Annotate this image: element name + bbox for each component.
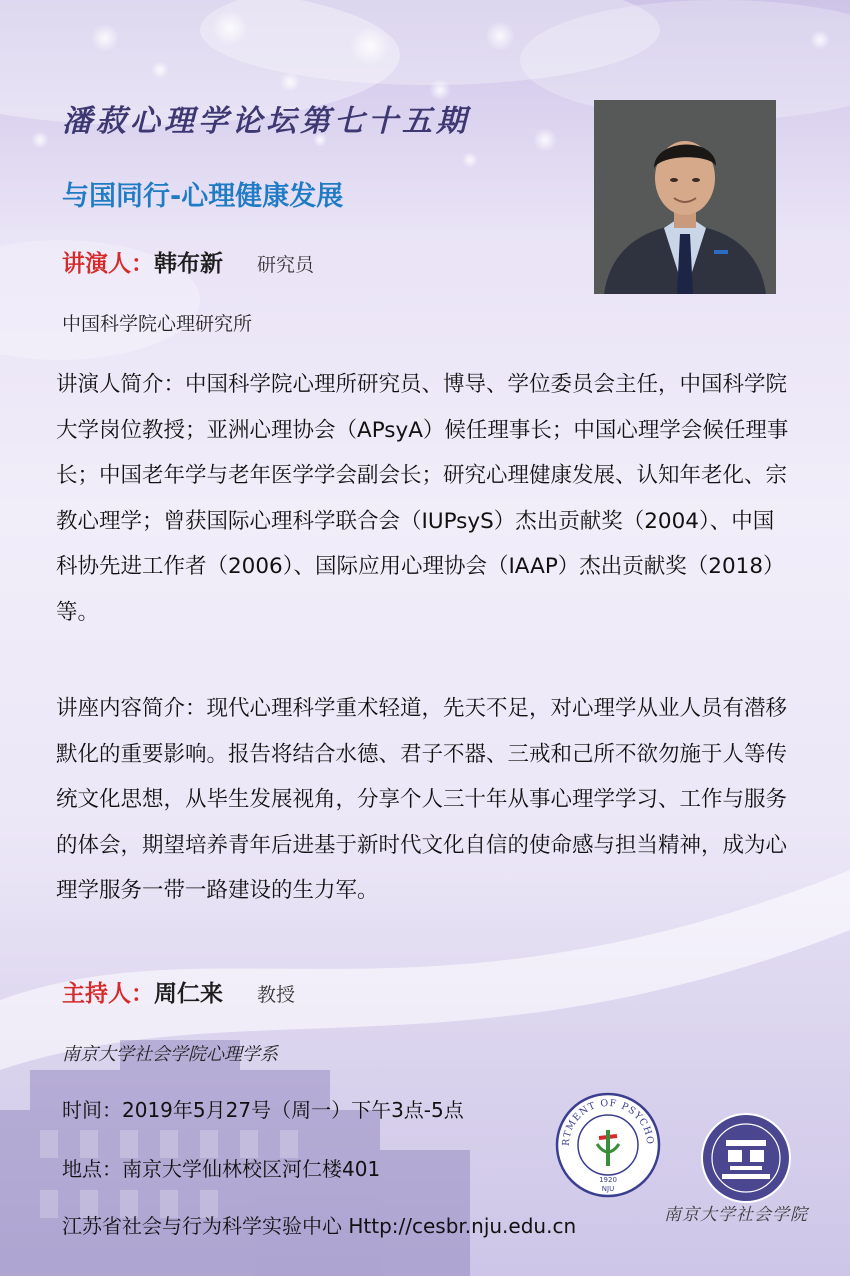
organizer-website: 江苏省社会与行为科学实验中心 Http://cesbr.nju.edu.cn (62, 1214, 577, 1238)
host-label: 主持人： (62, 981, 154, 1007)
psychology-ring-text: RTMENT OF PSYCHO (560, 1097, 656, 1147)
host-affiliation: 南京大学社会学院心理学系 (62, 1044, 278, 1065)
psychology-department-logo (555, 1092, 661, 1198)
speaker-line (62, 245, 314, 278)
psychology-year: 1920 (599, 1176, 617, 1184)
speaker-name: 韩布新 (154, 251, 223, 277)
school-of-social-sciences-logo (700, 1112, 792, 1204)
host-name: 周仁来 (154, 981, 223, 1007)
series-title: 潘菽心理学论坛第七十五期 (62, 104, 470, 139)
speaker-title: 研究员 (257, 254, 315, 276)
speaker-bio: 讲演人简介：中国科学院心理所研究员、博导、学位委员会主任，中国科学院大学岗位教授；亚洲心理协会（APsyA）候任理事长；中国心理学会候任理事长；中国老年学与老年医学学会副会长；研究心理健康发展、认知年老化、宗教心理学；曾获国际心理科学联合会（IUPsyS）杰出贡献奖（2004）、中国科协先进工作者（2006）、国际应用心理协会（IAAP）杰出贡献奖（2018）等。 (56, 372, 789, 625)
speaker-affiliation: 中国科学院心理研究所 (62, 313, 253, 335)
host-title: 教授 (257, 984, 296, 1006)
event-time: 时间：2019年5月27号（周一）下午3点-5点 (62, 1098, 464, 1122)
host-line (62, 975, 295, 1008)
speaker-label: 讲演人： (62, 251, 154, 277)
event-place: 地点：南京大学仙林校区河仁楼401 (62, 1157, 381, 1181)
speaker-photo (594, 100, 776, 294)
school-name: 南京大学社会学院 (664, 1205, 808, 1225)
psychology-abbr: NJU (601, 1185, 615, 1193)
lecture-summary: 讲座内容简介：现代心理科学重术轻道，先天不足，对心理学从业人员有潜移默化的重要影响。报告将结合水德、君子不器、三戒和己所不欲勿施于人等传统文化思想，从毕生发展视角，分享个人三十年从事心理学学习、工作与服务的体会，期望培养青年后进基于新时代文化自信的使命感与担当精神，成为心理学服务一带一路建设的生力军。 (56, 696, 788, 903)
lecture-subtitle: 与国同行-心理健康发展 (62, 181, 344, 212)
